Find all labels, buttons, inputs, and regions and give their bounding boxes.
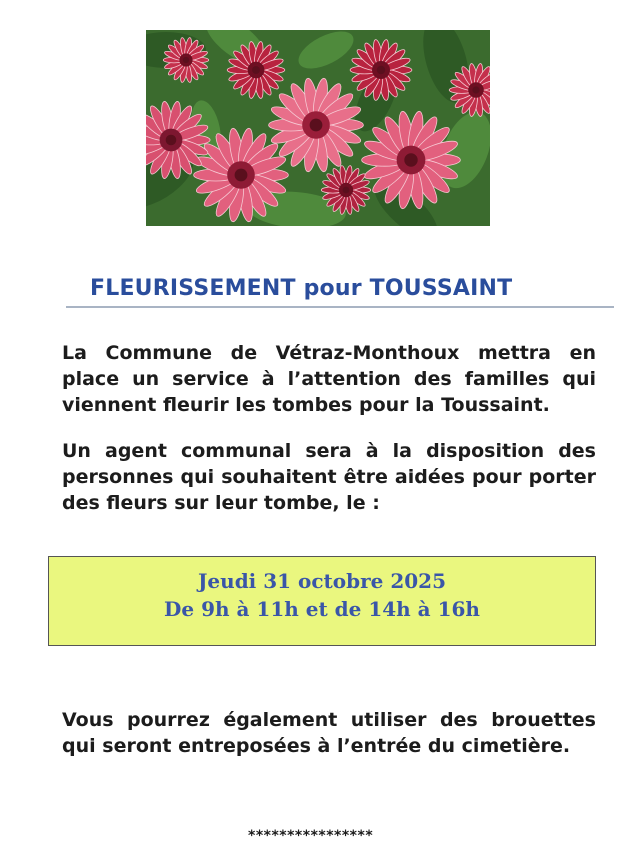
time-line: De 9h à 11h et de 14h à 16h (164, 597, 480, 621)
agent-paragraph: Un agent communal sera à la disposition des personnes qui souhaitent être aidées pour porter des fleurs sur leur tombe, le : (62, 440, 596, 514)
page-title: FLEURISSEMENT pour TOUSSAINT (90, 276, 513, 301)
date-box (48, 556, 596, 646)
footer-stars: **************** (248, 828, 374, 844)
chrysanthemum-photo (146, 30, 490, 226)
date-line: Jeudi 31 octobre 2025 (197, 569, 447, 593)
wheelbarrow-paragraph: Vous pourrez également utiliser des brouettes qui seront entreposées à l’entrée du cimetière. (62, 709, 596, 757)
title-underline (66, 306, 614, 308)
intro-paragraph: La Commune de Vétraz-Monthoux mettra en place un service à l’attention des familles qui viennent fleurir les tombes pour la Toussaint. (62, 342, 596, 416)
